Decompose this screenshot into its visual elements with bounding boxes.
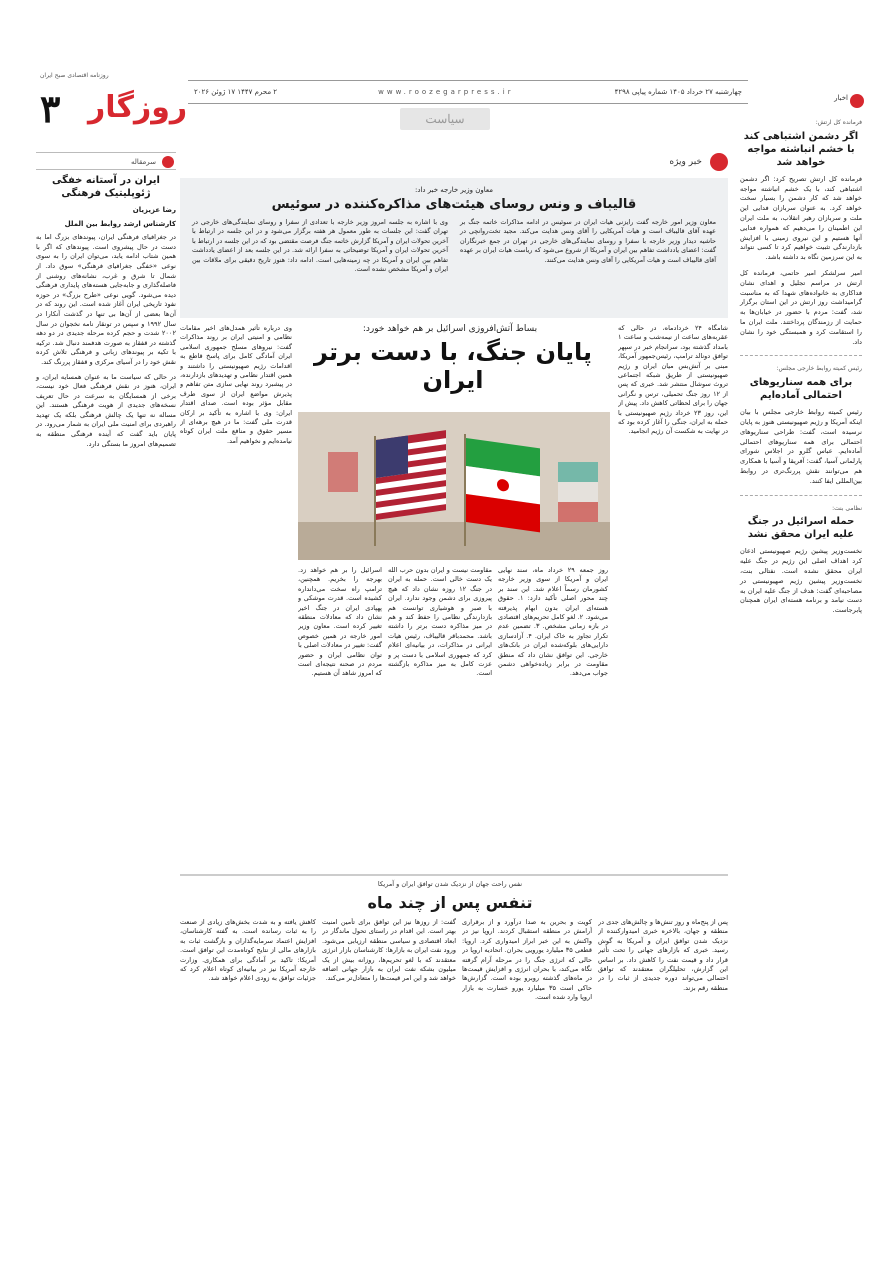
main-col-e: وی درباره تأثیر همدل‌های اخیر مقامات نظامی و امنیتی ایران بر روند مذاکرات گفت: نیروهای مسلح جمهوری اسلامی ایران آمادگی کامل برای پاسخ قاطع به اقدامات رژیم صهیونیستی را داشتند و همین اقتدار نظامی و تهدیدهای بازدارنده، در پیشبرد روند نهایی سازی متن تفاهم و پذیرش مواضع ایران از سوی طرف مقابل مؤثر بوده است. صدای اقتدار ایران: وی با اشاره به تأکید بر ارکان قدرت ملی گفت: ما در هیچ برهه‌ای از مسیر حقوق و منافع ملت ایران کوتاه نیامده‌ایم و نخواهیم آمد. — [180, 324, 292, 445]
bottom-col-d: کاهش یافته و به شدت بخش‌های زیادی از صنعت را به ثبات رسانده است. به گفته کارشناسان، افزایش اعتماد سرمایه‌گذاران و بازگشت ثبات به بازارهای مالی از نتایج کوتاه‌مدت این توافق است. آمریکا: تاکید بر آمادگی برای همکاری. وزارت خارجه آمریکا نیز در بیانیه‌ای کوتاه اعلام کرد که جزئیات توافق به زودی اعلام خواهد شد. — [180, 918, 316, 983]
editorial-author: رضا عزیزیان — [132, 206, 176, 214]
headline-2: برای همه سناریوهای احتمالی آماده‌ایم — [749, 377, 853, 402]
special-news-columns — [192, 218, 716, 274]
main-col-a: شامگاه ۲۴ خردادماه، در حالی که عقربه‌های ساعت از نیمه‌شب و ساعت ۱ بامداد گذشته بود، سرانجام خبر در سپهر توافق دونالد ترامپ، رئیس‌جمهور آمریکا، مبنی بر آتش‌بس میان ایران و رژیم صهیونیستی از طریق شبکه اجتماعی تروث سوشال منتشر شد. خبری که پس از ۱۲ روز جنگ تحمیلی، ترس و نگرانی جهان را برای لحظاتی کاهش داد. پیش از این، روز ۲۳ خرداد رژیم صهیونیستی با حمله به ایران، جنگی را آغاز کرده بود که در نهایت به شکست آن رژیم انجامید. — [618, 324, 728, 436]
bottom-col-a: پس از پنج‌ماه و روز تنش‌ها و چالش‌های جدی در منطقه و جهان، بالاخره خبری امیدوارکننده از نزدیک شدن توافق ایران و آمریکا به گوش رسید. خبری که بازارهای جهانی را تحت تأثیر قرار داد و قیمت نفت را کاهش داد. بر اساس این گزارش، تحلیلگران معتقدند که توافق احتمالی می‌تواند دوره جدیدی از ثبات را در منطقه رقم بزند. — [598, 918, 728, 992]
main-col-c: مقاومت نیست و ایران بدون حرب الله یک دست خالی است. حمله به ایران در جنگ ۱۲ روزه نشان داد که هیچ پیروزی برای دشمن وجود ندارد. ایران با صبر و هوشیاری توانست هم بازدارندگی نظامی را حفظ کند و هم در میز مذاکره دست برتر را داشته باشد. محمدباقر قالیباف، رئیس هیات ایرانی در مذاکرات، در بیانیه‌ای اعلام کرد که جمهوری اسلامی با دست پر و عزت کامل به میز مذاکره بازگشته است. — [388, 566, 492, 678]
body-2: رئیس کمیته روابط خارجی مجلس با بیان اینکه آمریکا و رژیم صهیونیستی هنوز به پایان نرسیده است، گفت: طراحی سناریوهای احتمالی برای همه سناریوهای احتمالی آماده‌ایم. عباس گلرو در اجلاس شورای پارلمانی آسیا، گفت: آفریقا و آسیا با همکاری هم می‌توانند نقش پررنگ‌تری در روابط بین‌المللی ایفا کنند. — [740, 408, 862, 485]
date-line-2: ۲ محرم ۱۴۴۷ ۱۷ ژوئن ۲۰۲۶ — [194, 88, 278, 96]
special-news-box — [180, 178, 728, 318]
editorial-author-role: کارشناس ارشد روابط بین الملل — [64, 219, 176, 228]
body-1: فرمانده کل ارتش تصریح کرد: اگر دشمن اشتباهی کند، با یک خشم انباشته مواجه خواهد شد که کار دشمن را بسیار سخت خواهد کرد. به عنوان سربازان فدایی این ملت و سربازان رهبر انقلاب، به ملت ایران این اطمینان را می‌دهیم که همواره فدایی آنها هستیم و این نیروی زمینی با افزایش بازدارندگی تثبیت خواهیم کرد تا کسی نتواند به این سرزمین نگاه بد داشته باشد. — [740, 174, 862, 262]
kicker-3: نظامی بنت: — [832, 504, 862, 512]
red-bullet-icon — [850, 94, 864, 108]
special-news-kicker: معاون وزیر خارجه خبر داد: — [414, 186, 493, 194]
main-headline: پایان جنگ، با دست برتر ایران — [314, 338, 592, 394]
main-col-b: روز جمعه ۲۹ خرداد ماه، سند نهایی ایران و آمریکا از سوی وزیر خارجه کشورمان رسماً اعلام شد. این سند بر چند محور اصلی تأکید دارد: ۱. حقوق هسته‌ای ایران بدون ابهام پذیرفته می‌شود. ۲. لغو کامل تحریم‌های اقتصادی در بازه زمانی مشخص. ۳. تضمین عدم تکرار تجاوز به خاک ایران. ۴. آزادسازی دارایی‌های بلوکه‌شده ایران در بانک‌های خارجی. این توافق نشان داد که منطق مقاومت در برابر زیاده‌خواهی دشمن جواب می‌دهد. — [498, 566, 608, 678]
kicker-2: رئیس کمیته روابط خارجی مجلس: — [776, 365, 862, 373]
right-tab-label: اخبار — [834, 94, 848, 102]
page-number: ۳ — [40, 86, 61, 131]
headline-1: اگر دشمن اشتباهی کند با خشم انباشته مواجه خواهد شد — [743, 130, 859, 168]
editorial-column — [36, 150, 176, 1270]
headline-3: حمله اسرائیل در جنگ علیه ایران محقق نشد — [747, 516, 855, 541]
special-news-col-1: معاون وزیر امور خارجه گفت رایزنی هیات ایران در سوئیس در ادامه مذاکرات خاتمه جنگ بر عهده آقای قالیباف است و هیات آمریکایی را آقای ونس هدایت می‌کند. مجید تخت‌روانچی در حاشیه دیدار وزیر خارجه با سفرا و روسای نمایندگی‌های خارجی در تهران در جمع خبرنگاران گفت: اعضای یادداشت تفاهم بین ایران و آمریکا از شروع می‌شود که ریاست هیات ایران بر عهده آقای قالیباف است و هیات آمریکایی را آقای ونس هدایت می‌کنند. — [460, 218, 716, 264]
divider — [740, 495, 862, 496]
special-news-label — [618, 150, 728, 174]
editorial-body: در جغرافیای فرهنگی ایران، پیوندهای بزرگ اما به دست در حال پیشروی است. پیوندهای که اگر با همین شتاب ادامه یابد، می‌توان ایران را به سوی نوعی «خفگی جغرافیای فرهنگی» سوق داد. از شمال تا شرق و غرب، نشانه‌های روشنی از فاصله‌گذاری و جابه‌جایی هسته‌های پایداری فرهنگی دیده می‌شود. گویی نوعی «طرح بزرگ» در حوزه نفوذ تاریخی ایران آغاز شده است. این روند که در آن‌ها بعضی از آن‌ها بی تنها در گذشت آنکارا در سال ۱۹۹۲ و سپس در تونقار نامه نخجوان در سال ۲۰۰۲ شدت و حجم کرده مرحله جدیدی در دو دهه گذشته در قفقاز به صورت هدفمند دنبال شد. ترکیه با تکیه بر پیوندهای زبانی و فرهنگی تلاش کرده نقش خود را در آسیای مرکزی و قفقاز پررنگ کند. — [36, 233, 176, 366]
editorial-label-text: سرمقاله — [130, 158, 156, 166]
red-bullet-icon — [710, 153, 728, 171]
bottom-headline: تنفس پس از چند ماه — [367, 893, 533, 912]
special-news-label-text: خبر ویژه — [669, 157, 702, 167]
header-bar — [188, 80, 748, 104]
kicker-1: فرمانده کل ارتش: — [815, 119, 862, 126]
body-3: نخست‌وزیر پیشین رژیم صهیونیستی اذعان کرد اهداف اصلی این رژیم در جنگ علیه ایران محقق نشده است. نفتالی بنت، نخست‌وزیر پیشین رژیم صهیونیستی در مصاحبه‌ای گفت: هدف از جنگ علیه ایران به دست نیامد و برنامه هسته‌ای ایران همچنان پابرجاست. — [740, 547, 862, 615]
newspaper-logo — [88, 84, 188, 132]
bottom-kicker: نفس راحت جهان از نزدیک شدن توافق ایران و آمریکا — [377, 880, 523, 888]
site-url[interactable]: www.roozegarpress.ir — [378, 88, 514, 96]
special-news-headline: قالیباف و ونس روسای هیئت‌های مذاکره‌کننده در سوئیس — [271, 197, 637, 212]
flags-image — [298, 412, 610, 560]
bottom-col-b: کویت و بحرین به صدا درآورد و از برقراری آرامش در منطقه استقبال کردند. اروپا نیز در واکنش به این خبر ابراز امیدواری کرد. اروپا: قطعی ۳۵ میلیارد یورویی بحران. اتحادیه اروپا در حالی که انرژی جنگ را در مرحله آرام گرفته نگاه می‌کند، با بحران انرژی و افزایش قیمت‌ها در ماه‌های گذشته روبرو بوده است. گزارش‌ها حاکی است ۳۵ میلیارد یورو خسارت به بازار اروپا وارد شده است. — [462, 918, 592, 1002]
masthead-tagline: روزنامه اقتصادی صبح ایران — [40, 72, 109, 79]
editorial-headline: ایران در آستانه خفگی ژئوپلیتیک فرهنگی — [52, 175, 160, 199]
date-line: چهارشنبه ۲۷ خرداد ۱۴۰۵ شماره پیاپی ۴۲۹۸ — [614, 88, 742, 96]
special-news-col-2: وی با اشاره به جلسه امروز وزیر خارجه با تعدادی از سفرا و روسای نمایندگی‌های خارجی در تهران گفت: این جلسات به طور معمول هر هفته برگزار می‌شود و در این جلسه در ارتباط با آخرین تحولات ایران و آمریکا گزارش خاتمه جنگ فرصت مقتضی بود که در این جلسه در ارتباط با آخرین تحولات ایران و آمریکا توضیحاتی به سفرا ارائه شد. در این جلسه بعد از اعضای یادداشت تفاهم بین ایران و آمریکا در چه زمینه‌هایی است. ادامه داد: هنوز تاریخ دقیقی برای ملاقات بین ایران و آمریکا مشخص نشده است. — [192, 218, 448, 274]
flags-photo — [298, 412, 610, 560]
body-1b: امیر سرلشکر امیر حاتمی، فرمانده کل ارتش در مراسم تجلیل و اهدای نشان فداکاری به خانواده‌های شهدا که به مناسبت گرامیداشت روز ارتش در این استان برگزار شد، گفت: مردم با حضور در خیابان‌ها به حمایت از رزمندگان پرداختند. ملت ایران ما را استقامت کرد و همبستگی خود را نشان داد. — [740, 268, 862, 346]
section-banner: سیاست — [400, 108, 490, 130]
right-news-column — [740, 112, 862, 1272]
logo-text: روزگار — [88, 90, 188, 125]
bottom-col-c: گفت: از روزها نیز این توافق برای تأمین امنیت بهتر است. این اقدام در راستای تحول ماندگار در ابعاد اقتصادی و سیاسی منطقه ارزیابی می‌شود. ورود نفت ایران به بازارها: کارشناسان بازار انرژی معتقدند که با لغو تحریم‌ها، روزانه بیش از یک میلیون بشکه نفت ایران به بازار جهانی اضافه خواهد شد و این امر قیمت‌ها را متعادل‌تر می‌کند. — [322, 918, 456, 983]
divider — [740, 355, 862, 356]
editorial-body-2: در حالی که سیاست ما به عنوان همسایه ایران، و ایران، هنوز در نقش فرهنگی فعال خود نیست، برخی از همسایگان به سرعت در حال تعریف نسخه‌های جدیدی از هویت فرهنگی هستند. این مساله نه تنها یک چالش فرهنگی بلکه یک تهدید راهبردی برای امنیت ملی ایران به شمار می‌رود. در پایان باید گفت که آینده فرهنگی منطقه به تصمیم‌های امروز ما بستگی دارد. — [36, 372, 176, 448]
main-col-d: اسرائیل را بر هم خواهد زد. بهرجه را بخریم. همچنین، ترامپ راه سخت می‌دانداره کشیده است. قدرت موشکی و پهپادی ایران در جنگ اخیر نشان داد که معادلات منطقه تغییر کرده است. معاون وزیر امور خارجه در همین خصوص گفت: تغییر در معادلات اصلی با توان نظامی ایران و حضور مردم در صحنه نتیجه‌ای است که امروز شاهد آن هستیم. — [298, 566, 382, 678]
main-kicker: بساط آتش‌افروزی اسرائیل بر هم خواهد خورد: — [362, 324, 538, 334]
